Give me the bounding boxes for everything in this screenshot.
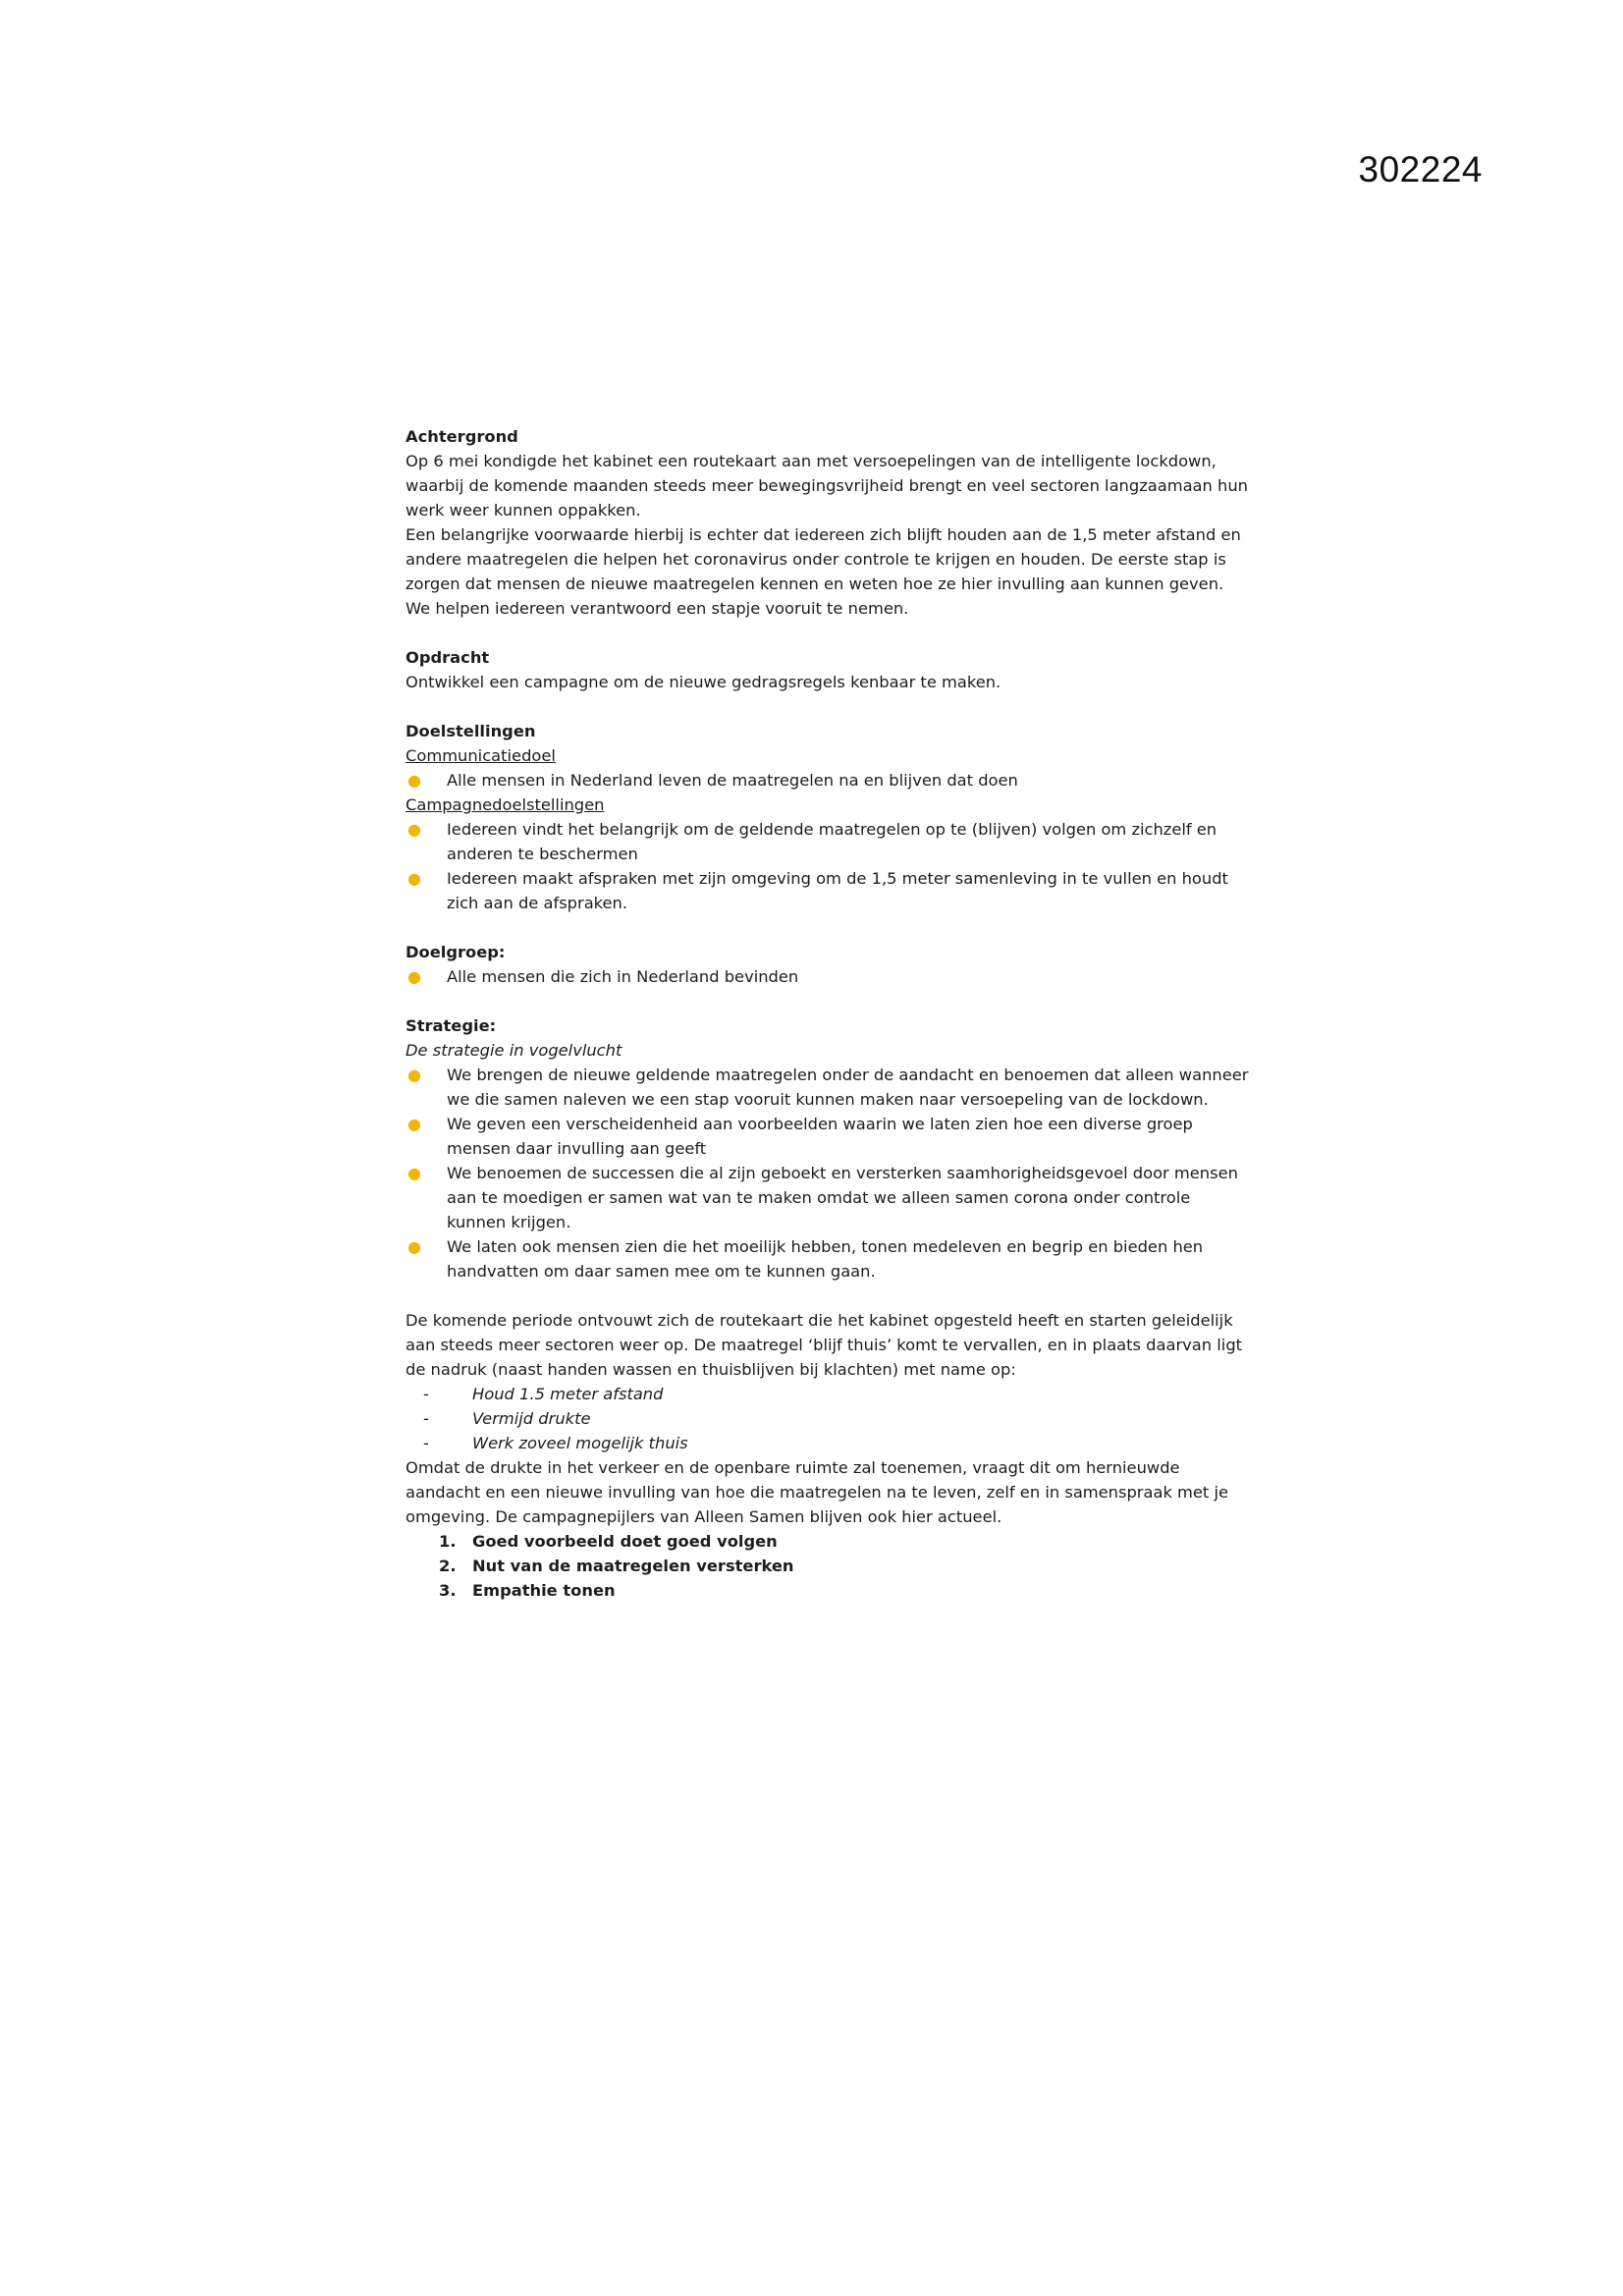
- list-item-text: We brengen de nieuwe geldende maatregelen onder de aandacht en benoemen dat alleen wanneer we die samen naleven we een stap vooruit kunnen maken naar versoepeling van de lockdown.: [447, 1066, 1249, 1109]
- list-item-text: Iedereen vindt het belangrijk om de geldende maatregelen op te (blijven) volgen om zichzelf en anderen te beschermen: [447, 820, 1217, 863]
- list-item: [406, 1112, 1250, 1161]
- list-item: [406, 817, 1250, 866]
- dash-icon: -: [423, 1434, 429, 1452]
- paragraph: Ontwikkel een campagne om de nieuwe gedragsregels kenbaar te maken.: [406, 673, 1001, 691]
- list-item: [406, 1529, 1250, 1554]
- heading-strategie: Strategie:: [406, 1016, 497, 1035]
- bullet-icon: ●: [407, 967, 421, 986]
- bullet-icon: ●: [407, 820, 421, 839]
- document-body: [406, 424, 1250, 1603]
- list-item: [406, 866, 1250, 915]
- list-number: 2.: [439, 1557, 457, 1575]
- section-opdracht: [406, 645, 1250, 694]
- list-item-text: Alle mensen in Nederland leven de maatregelen na en blijven dat doen: [447, 771, 1018, 790]
- section-doelgroep: [406, 940, 1250, 989]
- list-item-text: Iedereen maakt afspraken met zijn omgeving om de 1,5 meter samenleving in te vullen en houdt zich aan de afspraken.: [447, 869, 1228, 912]
- list-item: [406, 1382, 1250, 1406]
- list-item-text: We geven een verscheidenheid aan voorbeelden waarin we laten zien hoe een diverse groep mensen daar invulling aan geeft: [447, 1115, 1193, 1158]
- section-doelstellingen: [406, 719, 1250, 915]
- subheading-communicatiedoel: Communicatiedoel: [406, 746, 556, 765]
- dash-icon: -: [423, 1409, 429, 1428]
- list-item-text: Vermijd drukte: [472, 1409, 591, 1428]
- dash-icon: -: [423, 1385, 429, 1403]
- list-item-text: We laten ook mensen zien die het moeilijk hebben, tonen medeleven en begrip en bieden hen handvatten om daar samen mee om te kunnen gaan.: [447, 1237, 1204, 1281]
- section-routekaart: [406, 1308, 1250, 1603]
- list-item: [406, 1554, 1250, 1578]
- bullet-list: [406, 964, 1250, 989]
- bullet-icon: ●: [407, 1115, 421, 1133]
- list-item-text: Houd 1.5 meter afstand: [472, 1385, 664, 1403]
- heading-doelstellingen: Doelstellingen: [406, 722, 536, 740]
- list-item: [406, 1431, 1250, 1455]
- list-item-text: Alle mensen die zich in Nederland bevinden: [447, 967, 799, 986]
- list-item-text: We benoemen de successen die al zijn geboekt en versterken saamhorigheidsgevoel door mensen aan te moedigen er samen wat van te maken omdat we alleen samen corona onder controle kunnen krijgen.: [447, 1164, 1238, 1231]
- list-item: [406, 768, 1250, 793]
- subheading-strategie: De strategie in vogelvlucht: [406, 1041, 622, 1060]
- list-item-text: Werk zoveel mogelijk thuis: [472, 1434, 688, 1452]
- bullet-list: [406, 1063, 1250, 1284]
- list-item: [406, 1161, 1250, 1234]
- list-item: [406, 964, 1250, 989]
- bullet-icon: ●: [407, 1237, 421, 1256]
- heading-doelgroep: Doelgroep:: [406, 943, 506, 961]
- bullet-icon: ●: [407, 1164, 421, 1182]
- bullet-icon: ●: [407, 1066, 421, 1084]
- list-item: [406, 1234, 1250, 1284]
- paragraph: De komende periode ontvouwt zich de routekaart die het kabinet opgesteld heeft en starten geleidelijk aan steeds meer sectoren weer op. De maatregel ‘blijf thuis’ komt te vervallen, en in plaats daarvan ligt de nadruk (naast handen wassen en thuisblijven bij klachten) met name op:: [406, 1311, 1243, 1379]
- bullet-list: [406, 817, 1250, 915]
- list-item-text: Empathie tonen: [472, 1581, 616, 1600]
- dash-list: [406, 1382, 1250, 1455]
- list-item: [406, 1578, 1250, 1603]
- bullet-list: [406, 768, 1250, 793]
- list-item-text: Nut van de maatregelen versterken: [472, 1557, 794, 1575]
- list-number: 3.: [439, 1581, 457, 1600]
- bullet-icon: ●: [407, 771, 421, 790]
- list-item-text: Goed voorbeeld doet goed volgen: [472, 1532, 778, 1551]
- heading-opdracht: Opdracht: [406, 648, 490, 667]
- subheading-campagnedoelstellingen: Campagnedoelstellingen: [406, 795, 605, 814]
- numbered-list: [406, 1529, 1250, 1603]
- section-achtergrond: [406, 424, 1250, 621]
- list-item: [406, 1406, 1250, 1431]
- paragraph: Omdat de drukte in het verkeer en de openbare ruimte zal toenemen, vraagt dit om hernieuwde aandacht en een nieuwe invulling van hoe die maatregelen na te leven, zelf en in samenspraak met je omgeving. De campagnepijlers van Alleen Samen blijven ook hier actueel.: [406, 1458, 1229, 1526]
- document-number: 302224: [1358, 149, 1483, 190]
- list-number: 1.: [439, 1532, 457, 1551]
- paragraph: Een belangrijke voorwaarde hierbij is echter dat iedereen zich blijft houden aan de 1,5 meter afstand en andere maatregelen die helpen het coronavirus onder controle te krijgen en houden. De eerste stap is zorgen dat mensen de nieuwe maatregelen kennen en weten hoe ze hier invulling aan kunnen geven. We helpen iedereen verantwoord een stapje vooruit te nemen.: [406, 525, 1241, 618]
- heading-achtergrond: Achtergrond: [406, 427, 518, 446]
- list-item: [406, 1063, 1250, 1112]
- paragraph: Op 6 mei kondigde het kabinet een routekaart aan met versoepelingen van de intelligente lockdown, waarbij de komende maanden steeds meer bewegingsvrijheid brengt en veel sectoren langzaamaan hun werk weer kunnen oppakken.: [406, 452, 1248, 519]
- bullet-icon: ●: [407, 869, 421, 888]
- section-strategie: [406, 1013, 1250, 1284]
